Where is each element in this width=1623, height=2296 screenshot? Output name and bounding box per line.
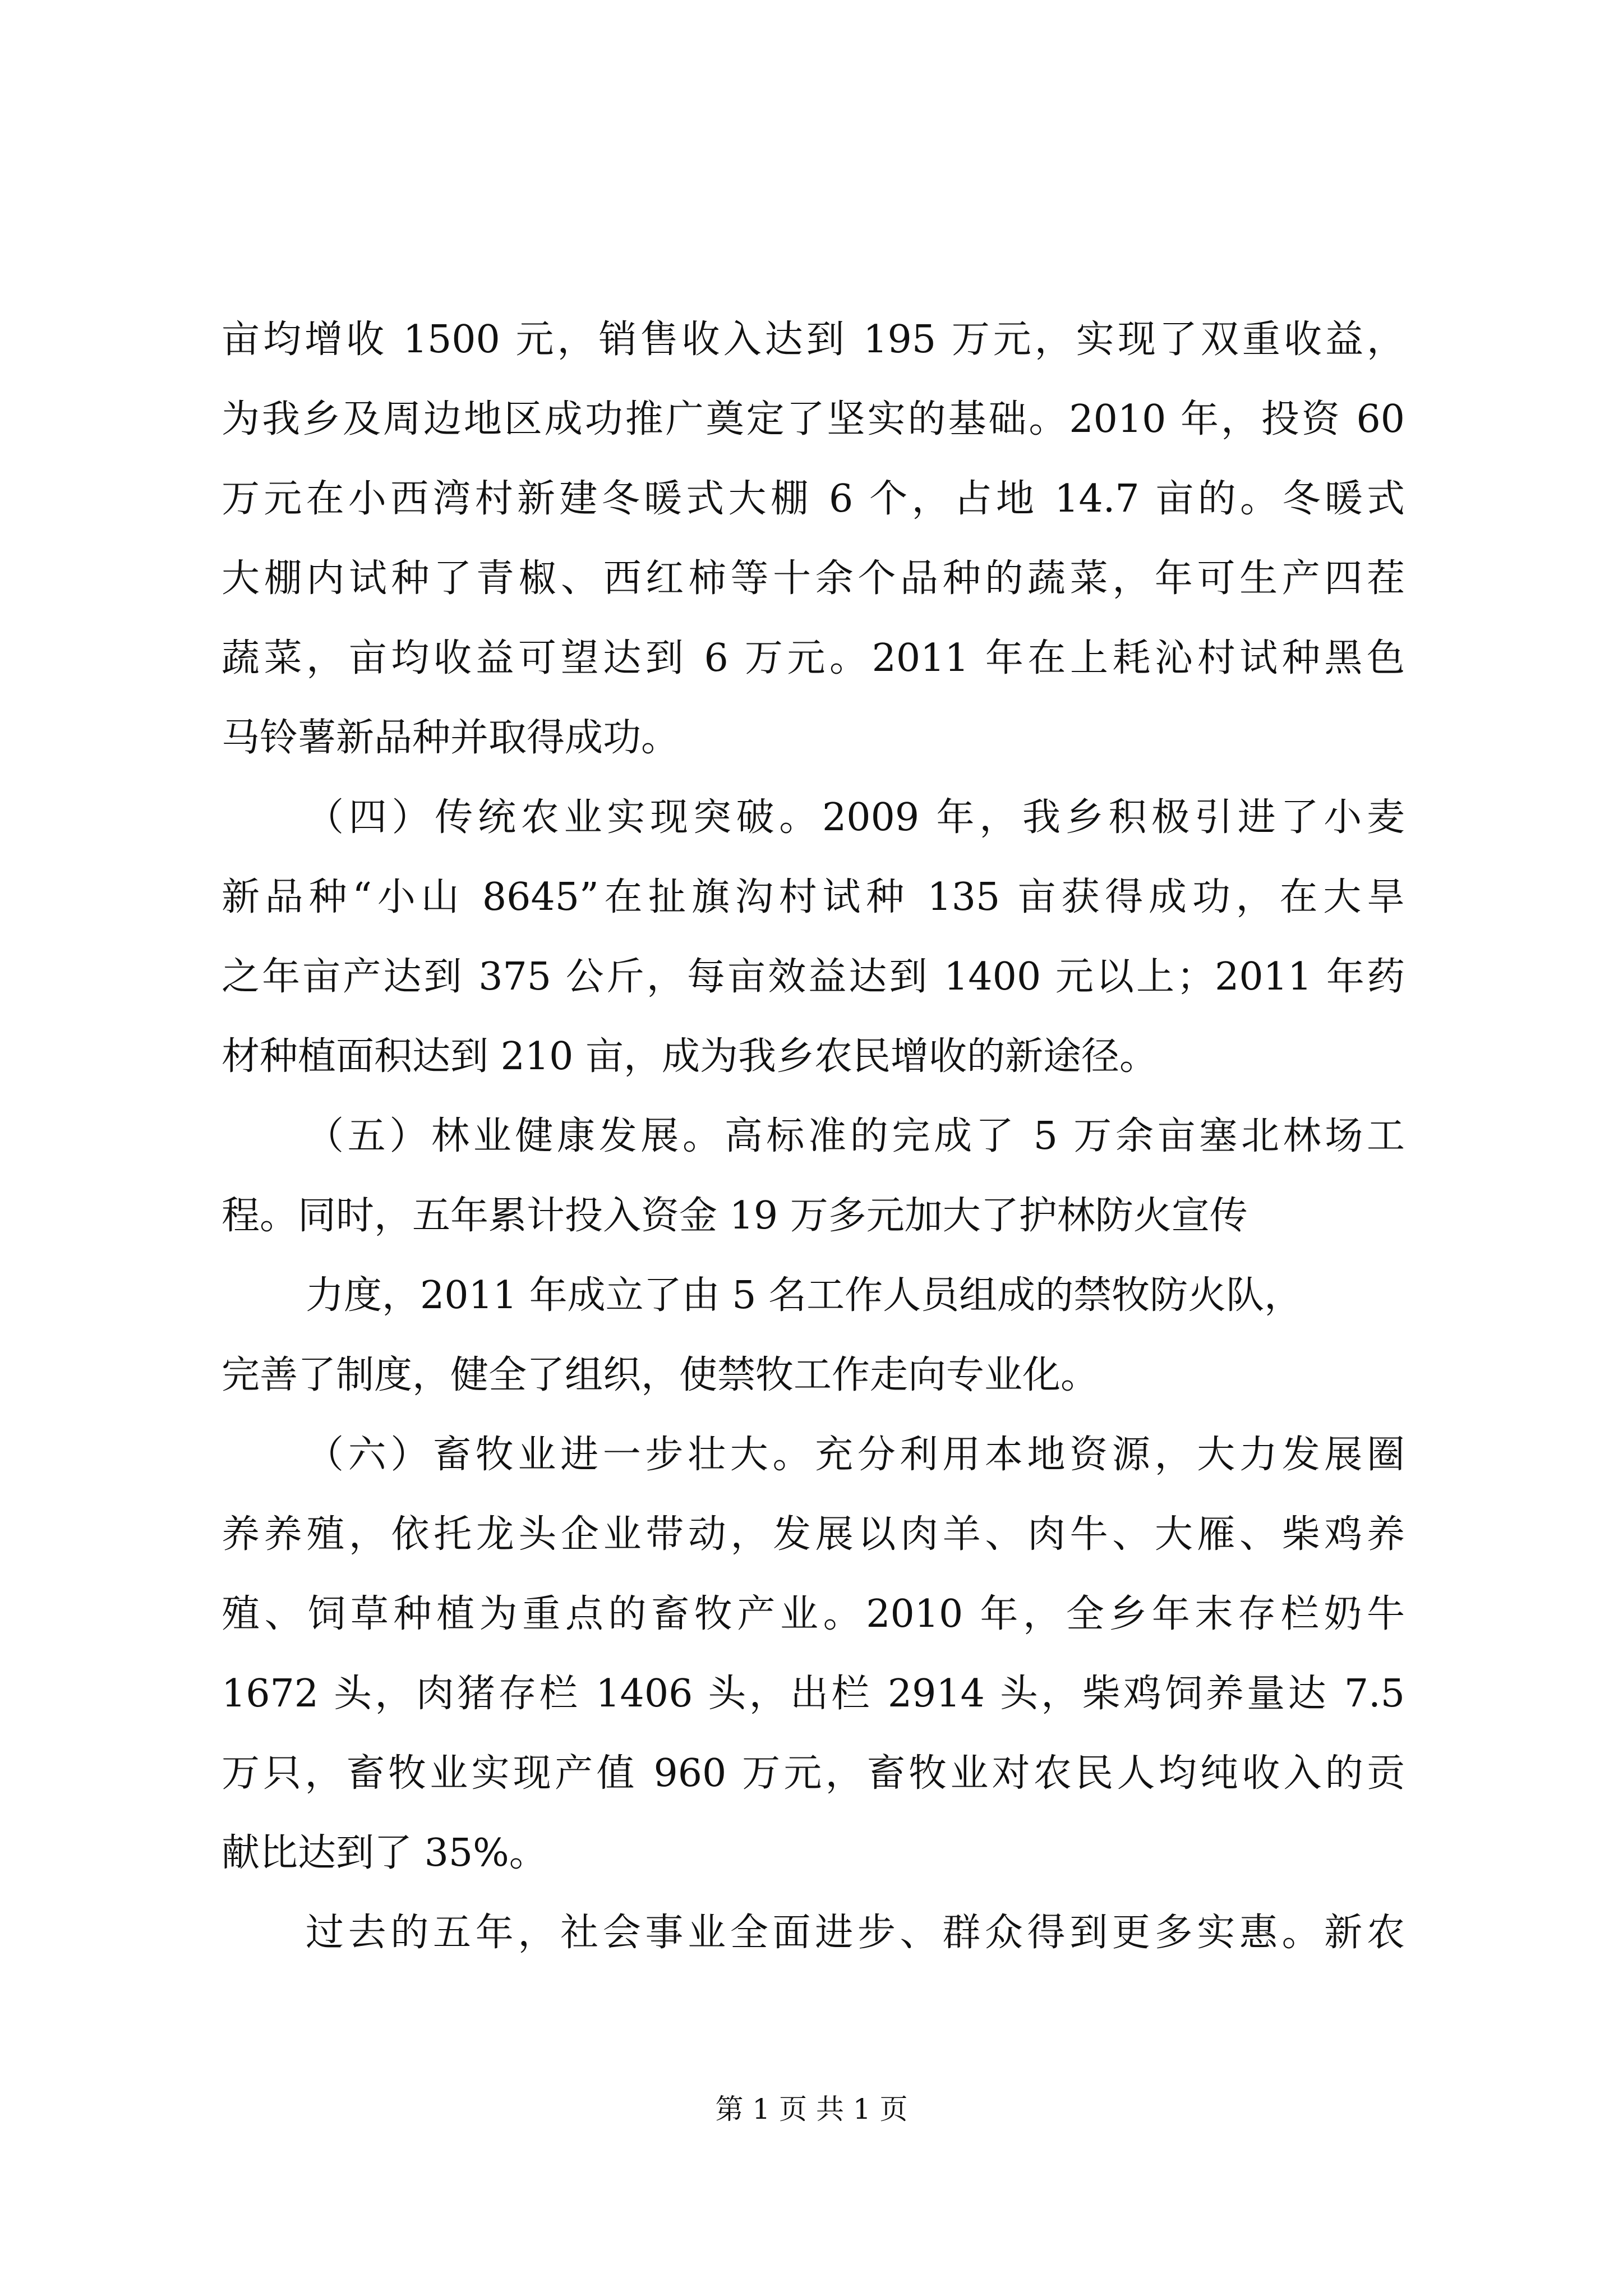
paragraph-4-line-2: 新品种“小山 8645”在扯旗沟村试种 135 亩获得成功，在大旱 [222,875,1405,919]
text-line-6: 马铃薯新品种并取得成功。 [222,716,680,760]
page-footer: 第 1 页 共 1 页 [715,2093,908,2125]
paragraph-5-line-3: 力度，2011 年成立了由 5 名工作人员组成的禁牧防火队， [306,1273,1303,1318]
paragraph-6-line-2: 养养殖，依托龙头企业带动，发展以肉羊、肉牛、大雁、柴鸡养 [222,1512,1405,1557]
paragraph-5-line-1: （五）林业健康发展。高标准的完成了 5 万余亩塞北林场工 [306,1114,1405,1158]
text-line-4: 大棚内试种了青椒、西红柿等十余个品种的蔬菜，年可生产四茬 [222,556,1405,601]
paragraph-6-line-3: 殖、饲草种植为重点的畜牧产业。2010 年，全乡年末存栏奶牛 [222,1592,1405,1636]
paragraph-4-line-1: （四）传统农业实现突破。2009 年，我乡积极引进了小麦 [306,795,1405,840]
paragraph-5-line-4: 完善了制度，健全了组织，使禁牧工作走向专业化。 [222,1353,1099,1397]
text-line-5: 蔬菜，亩均收益可望达到 6 万元。2011 年在上耗沁村试种黑色 [222,636,1405,680]
paragraph-7-line-1: 过去的五年，社会事业全面进步、群众得到更多实惠。新农 [306,1911,1405,1955]
text-line-2: 为我乡及周边地区成功推广奠定了坚实的基础。2010 年，投资 60 [222,397,1405,441]
paragraph-6-line-6: 献比达到了 35%。 [222,1831,547,1875]
text-line-3: 万元在小西湾村新建冬暖式大棚 6 个，占地 14.7 亩的。冬暖式 [222,477,1405,521]
paragraph-6-line-5: 万只，畜牧业实现产值 960 万元，畜牧业对农民人均纯收入的贡 [222,1751,1405,1796]
paragraph-6-line-1: （六）畜牧业进一步壮大。充分利用本地资源，大力发展圈 [306,1433,1405,1477]
paragraph-6-line-4: 1672 头，肉猪存栏 1406 头，出栏 2914 头，柴鸡饲养量达 7.5 [222,1672,1405,1716]
body-text [222,300,1405,1973]
paragraph-5-line-2: 程。同时，五年累计投入资金 19 万多元加大了护林防火宣传 [222,1194,1248,1238]
text-line-1: 亩均增收 1500 元，销售收入达到 195 万元，实现了双重收益， [222,318,1405,362]
paragraph-4-line-3: 之年亩产达到 375 公斤，每亩效益达到 1400 元以上；2011 年药 [222,955,1405,999]
paragraph-4-line-4: 材种植面积达到 210 亩，成为我乡农民增收的新途径。 [222,1034,1158,1079]
